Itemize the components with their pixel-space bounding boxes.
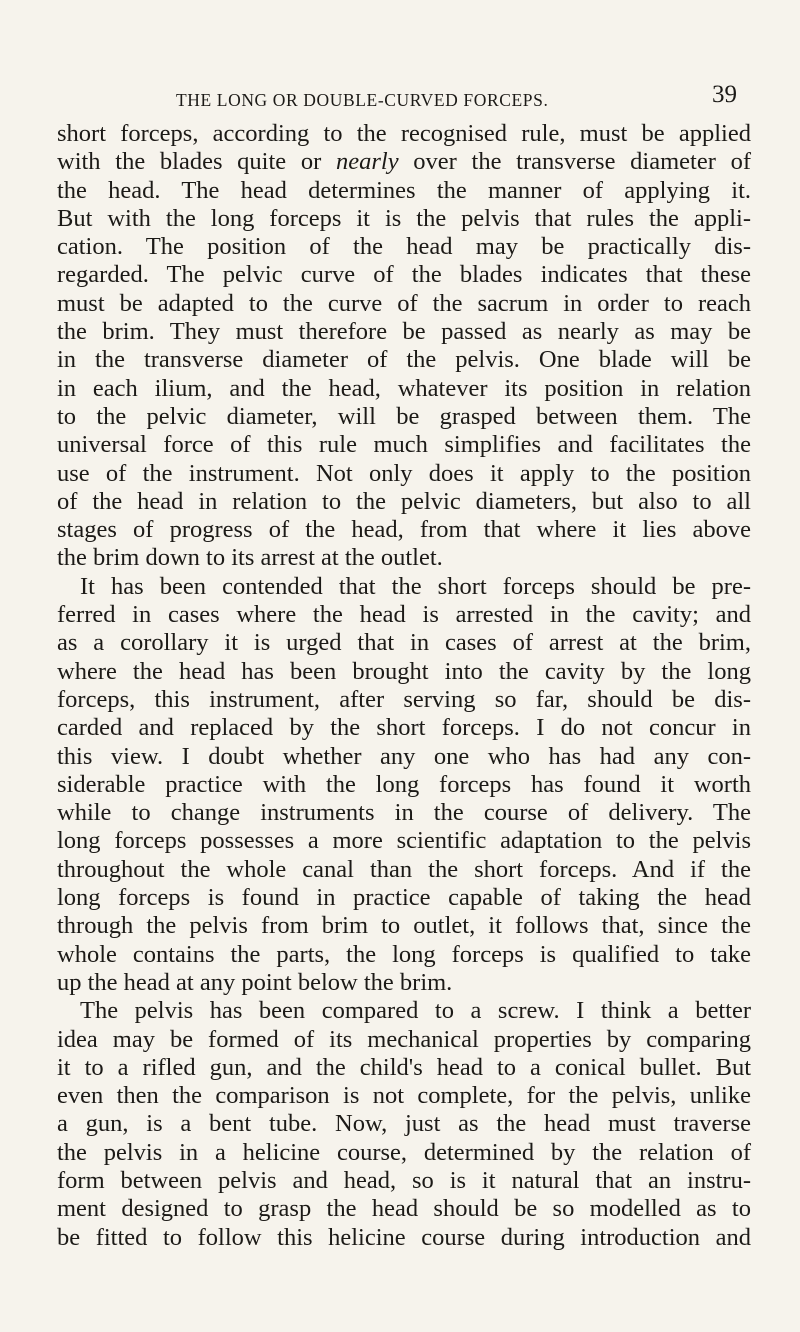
text-line: form between pelvis and head, so is it natural that an instru- bbox=[57, 1166, 751, 1194]
text-line: through the pelvis from brim to outlet, it follows that, since the bbox=[57, 912, 751, 940]
text-line: long forceps possesses a more scientific adaptation to the pelvis bbox=[57, 827, 751, 855]
text-line: long forceps is found in practice capable of taking the head bbox=[57, 884, 751, 912]
text-line: cation. The position of the head may be practically dis- bbox=[57, 233, 751, 261]
text-line: the head. The head determines the manner of applying it. bbox=[57, 176, 751, 204]
text-line: the brim down to its arrest at the outlet. bbox=[57, 544, 443, 572]
text-line: in the transverse diameter of the pelvis. One blade will be bbox=[57, 346, 751, 374]
text-line: where the head has been brought into the cavity by the long bbox=[57, 657, 751, 685]
text-line: it to a rifled gun, and the child's head to a conical bullet. But bbox=[57, 1053, 751, 1081]
text-line: as a corollary it is urged that in cases of arrest at the brim, bbox=[57, 629, 751, 657]
text-line: while to change instruments in the course of delivery. The bbox=[57, 799, 751, 827]
text-line: throughout the whole canal than the short forceps. And if the bbox=[57, 855, 751, 883]
text-line: The pelvis has been compared to a screw. I think a better bbox=[80, 997, 751, 1025]
page-number: 39 bbox=[712, 81, 737, 108]
text-line: use of the instrument. Not only does it apply to the position bbox=[57, 459, 751, 487]
text-line: up the head at any point below the brim. bbox=[57, 968, 453, 996]
text-line: ment designed to grasp the head should be so modelled as to bbox=[57, 1195, 751, 1223]
text-line: stages of progress of the head, from that where it lies above bbox=[57, 516, 751, 544]
text-line: ferred in cases where the head is arrested in the cavity; and bbox=[57, 601, 751, 629]
text-line: be fitted to follow this helicine course during introduction and bbox=[57, 1223, 751, 1251]
text-line: carded and replaced by the short forceps. I do not concur in bbox=[57, 714, 751, 742]
text-line: to the pelvic diameter, will be grasped between them. The bbox=[57, 402, 751, 430]
text-line: It has been contended that the short forceps should be pre- bbox=[80, 572, 751, 600]
text-line: this view. I doubt whether any one who has had any con- bbox=[57, 742, 751, 770]
text-line: But with the long forceps it is the pelvis that rules the appli- bbox=[57, 204, 751, 232]
text-line: short forceps, according to the recognised rule, must be applied bbox=[57, 120, 751, 147]
text-line: the brim. They must therefore be passed as nearly as may be bbox=[57, 318, 751, 346]
text-line: must be adapted to the curve of the sacrum in order to reach bbox=[57, 289, 751, 317]
emphasis: nearly bbox=[335, 148, 399, 176]
text-line: with the blades quite or nearly over the transverse diameter of bbox=[57, 148, 751, 176]
text-line: of the head in relation to the pelvic diameters, but also to all bbox=[57, 487, 751, 515]
running-title: THE LONG OR DOUBLE-CURVED FORCEPS. bbox=[176, 90, 549, 110]
text-line: the pelvis in a helicine course, determined by the relation of bbox=[57, 1138, 751, 1166]
text-line: a gun, is a bent tube. Now, just as the head must traverse bbox=[57, 1110, 751, 1138]
text-line: siderable practice with the long forceps has found it worth bbox=[57, 770, 751, 798]
text-line: in each ilium, and the head, whatever its position in relation bbox=[57, 374, 751, 402]
text-line: idea may be formed of its mechanical properties by comparing bbox=[57, 1025, 751, 1053]
text-line: even then the comparison is not complete, for the pelvis, unlike bbox=[57, 1082, 751, 1110]
text-line: regarded. The pelvic curve of the blades indicates that these bbox=[57, 261, 751, 289]
body-text bbox=[57, 120, 751, 1252]
text-line: universal force of this rule much simplifies and facilitates the bbox=[57, 431, 751, 459]
text-line: forceps, this instrument, after serving so far, should be dis- bbox=[57, 685, 751, 713]
text-line: whole contains the parts, the long forceps is qualified to take bbox=[57, 940, 751, 968]
